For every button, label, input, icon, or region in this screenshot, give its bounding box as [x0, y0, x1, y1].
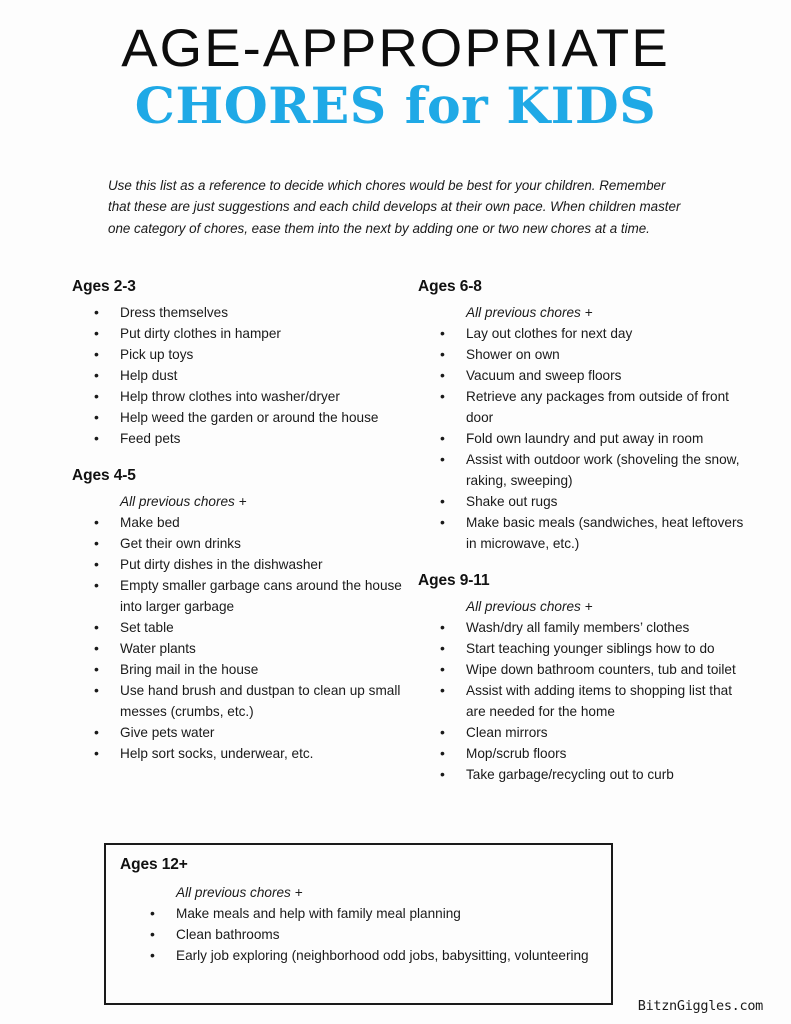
chore-item: • Fold own laundry and put away in room [416, 428, 746, 449]
chore-item: • Pick up toys [70, 344, 415, 365]
section-ages-9-11 [416, 572, 746, 785]
chore-item: • Use hand brush and dustpan to clean up small messes (crumbs, etc.) [70, 680, 415, 722]
chore-item: • Help dust [70, 365, 415, 386]
chore-list-ages-2-3 [70, 302, 415, 449]
chore-list-ages-12-plus [118, 903, 601, 966]
chore-item: • Dress themselves [70, 302, 415, 323]
chore-item: • Make meals and help with family meal planning [118, 903, 601, 924]
chore-item: • Wash/dry all family members’ clothes [416, 617, 746, 638]
chore-list-ages-9-11 [416, 617, 746, 785]
section-heading-ages-12-plus: Ages 12+ [120, 856, 188, 873]
chore-list-ages-4-5 [70, 512, 415, 764]
chore-item: • Put dirty dishes in the dishwasher [70, 554, 415, 575]
chore-item: • Help weed the garden or around the house [70, 407, 415, 428]
brand-watermark: BitznGiggles.com [637, 998, 763, 1014]
chore-item: • Shower on own [416, 344, 746, 365]
chore-item: • Empty smaller garbage cans around the house into larger garbage [70, 575, 415, 617]
chore-item: • Get their own drinks [70, 533, 415, 554]
left-column [70, 278, 415, 764]
chore-item: • Help throw clothes into washer/dryer [70, 386, 415, 407]
previous-chores-note-ages-6-8: All previous chores + [466, 305, 593, 320]
page-title-line-1: AGE-APPROPRIATE [121, 19, 670, 78]
page-title-line-2: CHORES for KIDS [134, 76, 657, 136]
chore-item: • Put dirty clothes in hamper [70, 323, 415, 344]
section-ages-12-plus-box [104, 843, 613, 1005]
section-heading-ages-4-5: Ages 4-5 [72, 467, 136, 484]
chore-item: • Early job exploring (neighborhood odd jobs, babysitting, volunteering [118, 945, 601, 966]
chore-item: • Give pets water [70, 722, 415, 743]
chore-item: • Vacuum and sweep floors [416, 365, 746, 386]
chore-item: • Take garbage/recycling out to curb [416, 764, 746, 785]
intro-paragraph: Use this list as a reference to decide which chores would be best for your children. Remember that these are just suggestions and each child develops at their own pace. When children master one category of chores, ease them into the next by adding one or two new chores at a time. [108, 178, 681, 236]
chore-item: • Make basic meals (sandwiches, heat leftovers in microwave, etc.) [416, 512, 746, 554]
chore-item: • Water plants [70, 638, 415, 659]
chore-item: • Bring mail in the house [70, 659, 415, 680]
section-ages-2-3 [70, 278, 415, 449]
chore-item: • Mop/scrub floors [416, 743, 746, 764]
chore-item: • Clean mirrors [416, 722, 746, 743]
section-ages-4-5 [70, 467, 415, 764]
chore-item: • Shake out rugs [416, 491, 746, 512]
chore-item: • Lay out clothes for next day [416, 323, 746, 344]
chore-item: • Assist with outdoor work (shoveling the snow, raking, sweeping) [416, 449, 746, 491]
chore-item: • Help sort socks, underwear, etc. [70, 743, 415, 764]
chore-item: • Start teaching younger siblings how to do [416, 638, 746, 659]
section-heading-ages-6-8: Ages 6-8 [418, 278, 482, 295]
previous-chores-note-ages-4-5: All previous chores + [120, 494, 247, 509]
chore-item: • Set table [70, 617, 415, 638]
section-ages-6-8 [416, 278, 746, 554]
chore-item: • Wipe down bathroom counters, tub and toilet [416, 659, 746, 680]
chore-item: • Make bed [70, 512, 415, 533]
page-title-block [0, 19, 791, 136]
chore-list-ages-6-8 [416, 323, 746, 554]
chore-item: • Assist with adding items to shopping list that are needed for the home [416, 680, 746, 722]
chore-item: • Retrieve any packages from outside of front door [416, 386, 746, 428]
section-heading-ages-9-11: Ages 9-11 [418, 572, 490, 589]
section-heading-ages-2-3: Ages 2-3 [72, 278, 136, 295]
section-ages-12-plus [118, 856, 601, 966]
chore-item: • Feed pets [70, 428, 415, 449]
right-column [416, 278, 746, 785]
previous-chores-note-ages-12-plus: All previous chores + [176, 885, 303, 900]
previous-chores-note-ages-9-11: All previous chores + [466, 599, 593, 614]
chore-item: • Clean bathrooms [118, 924, 601, 945]
